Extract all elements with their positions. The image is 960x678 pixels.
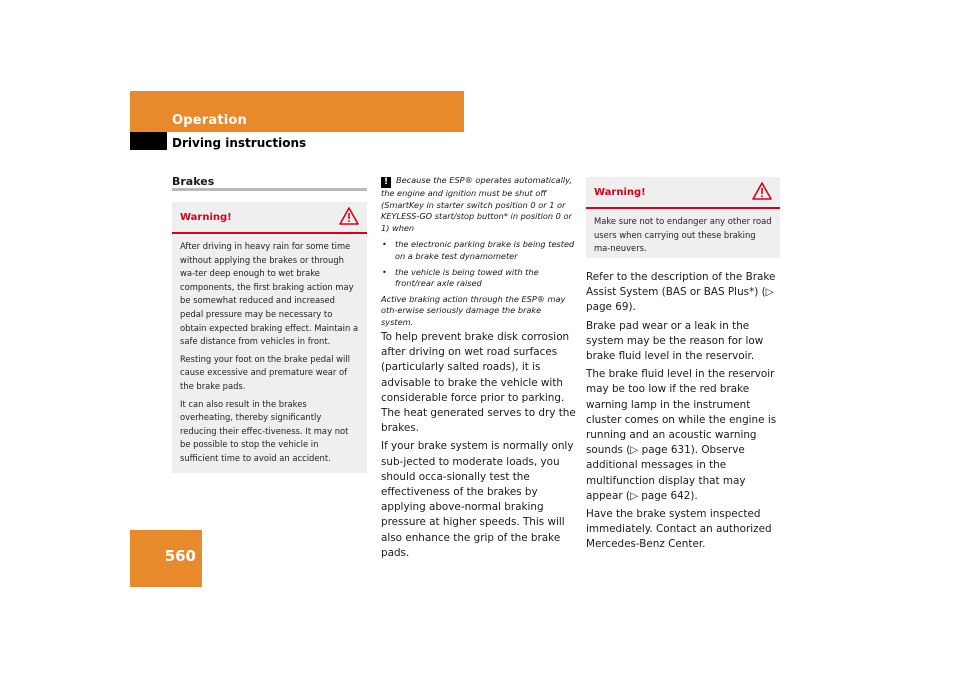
body-paragraph: Brake pad wear or a leak in the system may be the reason for low brake fluid level in the reservoir. (586, 319, 764, 363)
exclamation-box-icon: ! (381, 177, 391, 188)
page-number: 560 (164, 547, 196, 565)
body-paragraph: If your brake system is normally only sub-jected to moderate loads, you should occa-sionally test the effectiveness of the brakes by applying above-normal braking pressure at higher speeds. This will also enhance the grip of the brake pads. (381, 440, 574, 559)
note-lead: Because the ESP® operates automatically, the engine and ignition must be shut off (SmartKey in starter switch position 0 or 1 or KEYLESS-GO start/stop button* in position 0 or 1) when (381, 175, 572, 233)
warning-triangle-icon (752, 182, 772, 200)
note-list (381, 239, 575, 289)
list-item: • the vehicle is being towed with the front/rear axle raised (381, 267, 575, 290)
note-tail: Active braking action through the ESP® may oth-erwise seriously damage the brake system. (381, 293, 566, 327)
header-tab-marker (130, 132, 167, 150)
body-paragraph: Refer to the description of the Brake Assist System (BAS or BAS Plus*) (▷ page 69). (586, 271, 776, 314)
warning-box-right (586, 177, 780, 258)
body-paragraph: The brake fluid level in the reservoir may be too low if the red brake warning lamp in the instrument cluster comes on while the engine is running and an acoustic warning sounds (▷ page 631). Observe additional messages in the multifunction display that may appear (▷ page 642). (586, 368, 777, 502)
section-heading: Driving instructions (172, 136, 307, 150)
warning-paragraph: Make sure not to endanger any other road users when carrying out these braking ma-neuvers. (594, 216, 772, 254)
warning-paragraph: After driving in heavy rain for some time without applying the brakes or through wa-ter deep enough to wet brake components, the first braking action may be somewhat reduced and increased pedal pressure may be necessary to obtain expected braking effect. Maintain a safe distance from vehicles in front. (180, 241, 359, 347)
warning-header (172, 202, 367, 234)
note-block (381, 175, 575, 329)
warning-title: Warning! (594, 187, 646, 198)
body-paragraph: Have the brake system inspected immediately. Contact an authorized Mercedes-Benz Center. (586, 508, 772, 551)
warning-triangle-icon (339, 207, 359, 225)
warning-body (172, 234, 367, 478)
body-paragraph: To help prevent brake disk corrosion after driving on wet road surfaces (particularly salted roads), it is advisable to brake the vehicle with considerable force prior to parking. The heat generated serves to dry the brakes. (381, 331, 576, 435)
topic-rule (172, 188, 367, 191)
warning-box-left (172, 202, 367, 473)
right-text (586, 270, 782, 556)
warning-header (586, 177, 780, 209)
warning-title: Warning! (180, 212, 232, 223)
chapter-title: Operation (172, 113, 248, 128)
topic-title: Brakes (172, 175, 215, 188)
warning-paragraph: It can also result in the brakes overheating, thereby significantly reducing their effec-tiveness. It may not be possible to stop the vehicle in sufficient time to avoid an accident. (180, 398, 349, 463)
page-number-box (130, 530, 202, 587)
list-item: • the electronic parking brake is being tested on a brake test dynamometer (381, 239, 575, 262)
middle-text (381, 330, 577, 564)
warning-paragraph: Resting your foot on the brake pedal will cause excessive and premature wear of the brake pads. (180, 353, 350, 391)
warning-body (586, 209, 780, 268)
